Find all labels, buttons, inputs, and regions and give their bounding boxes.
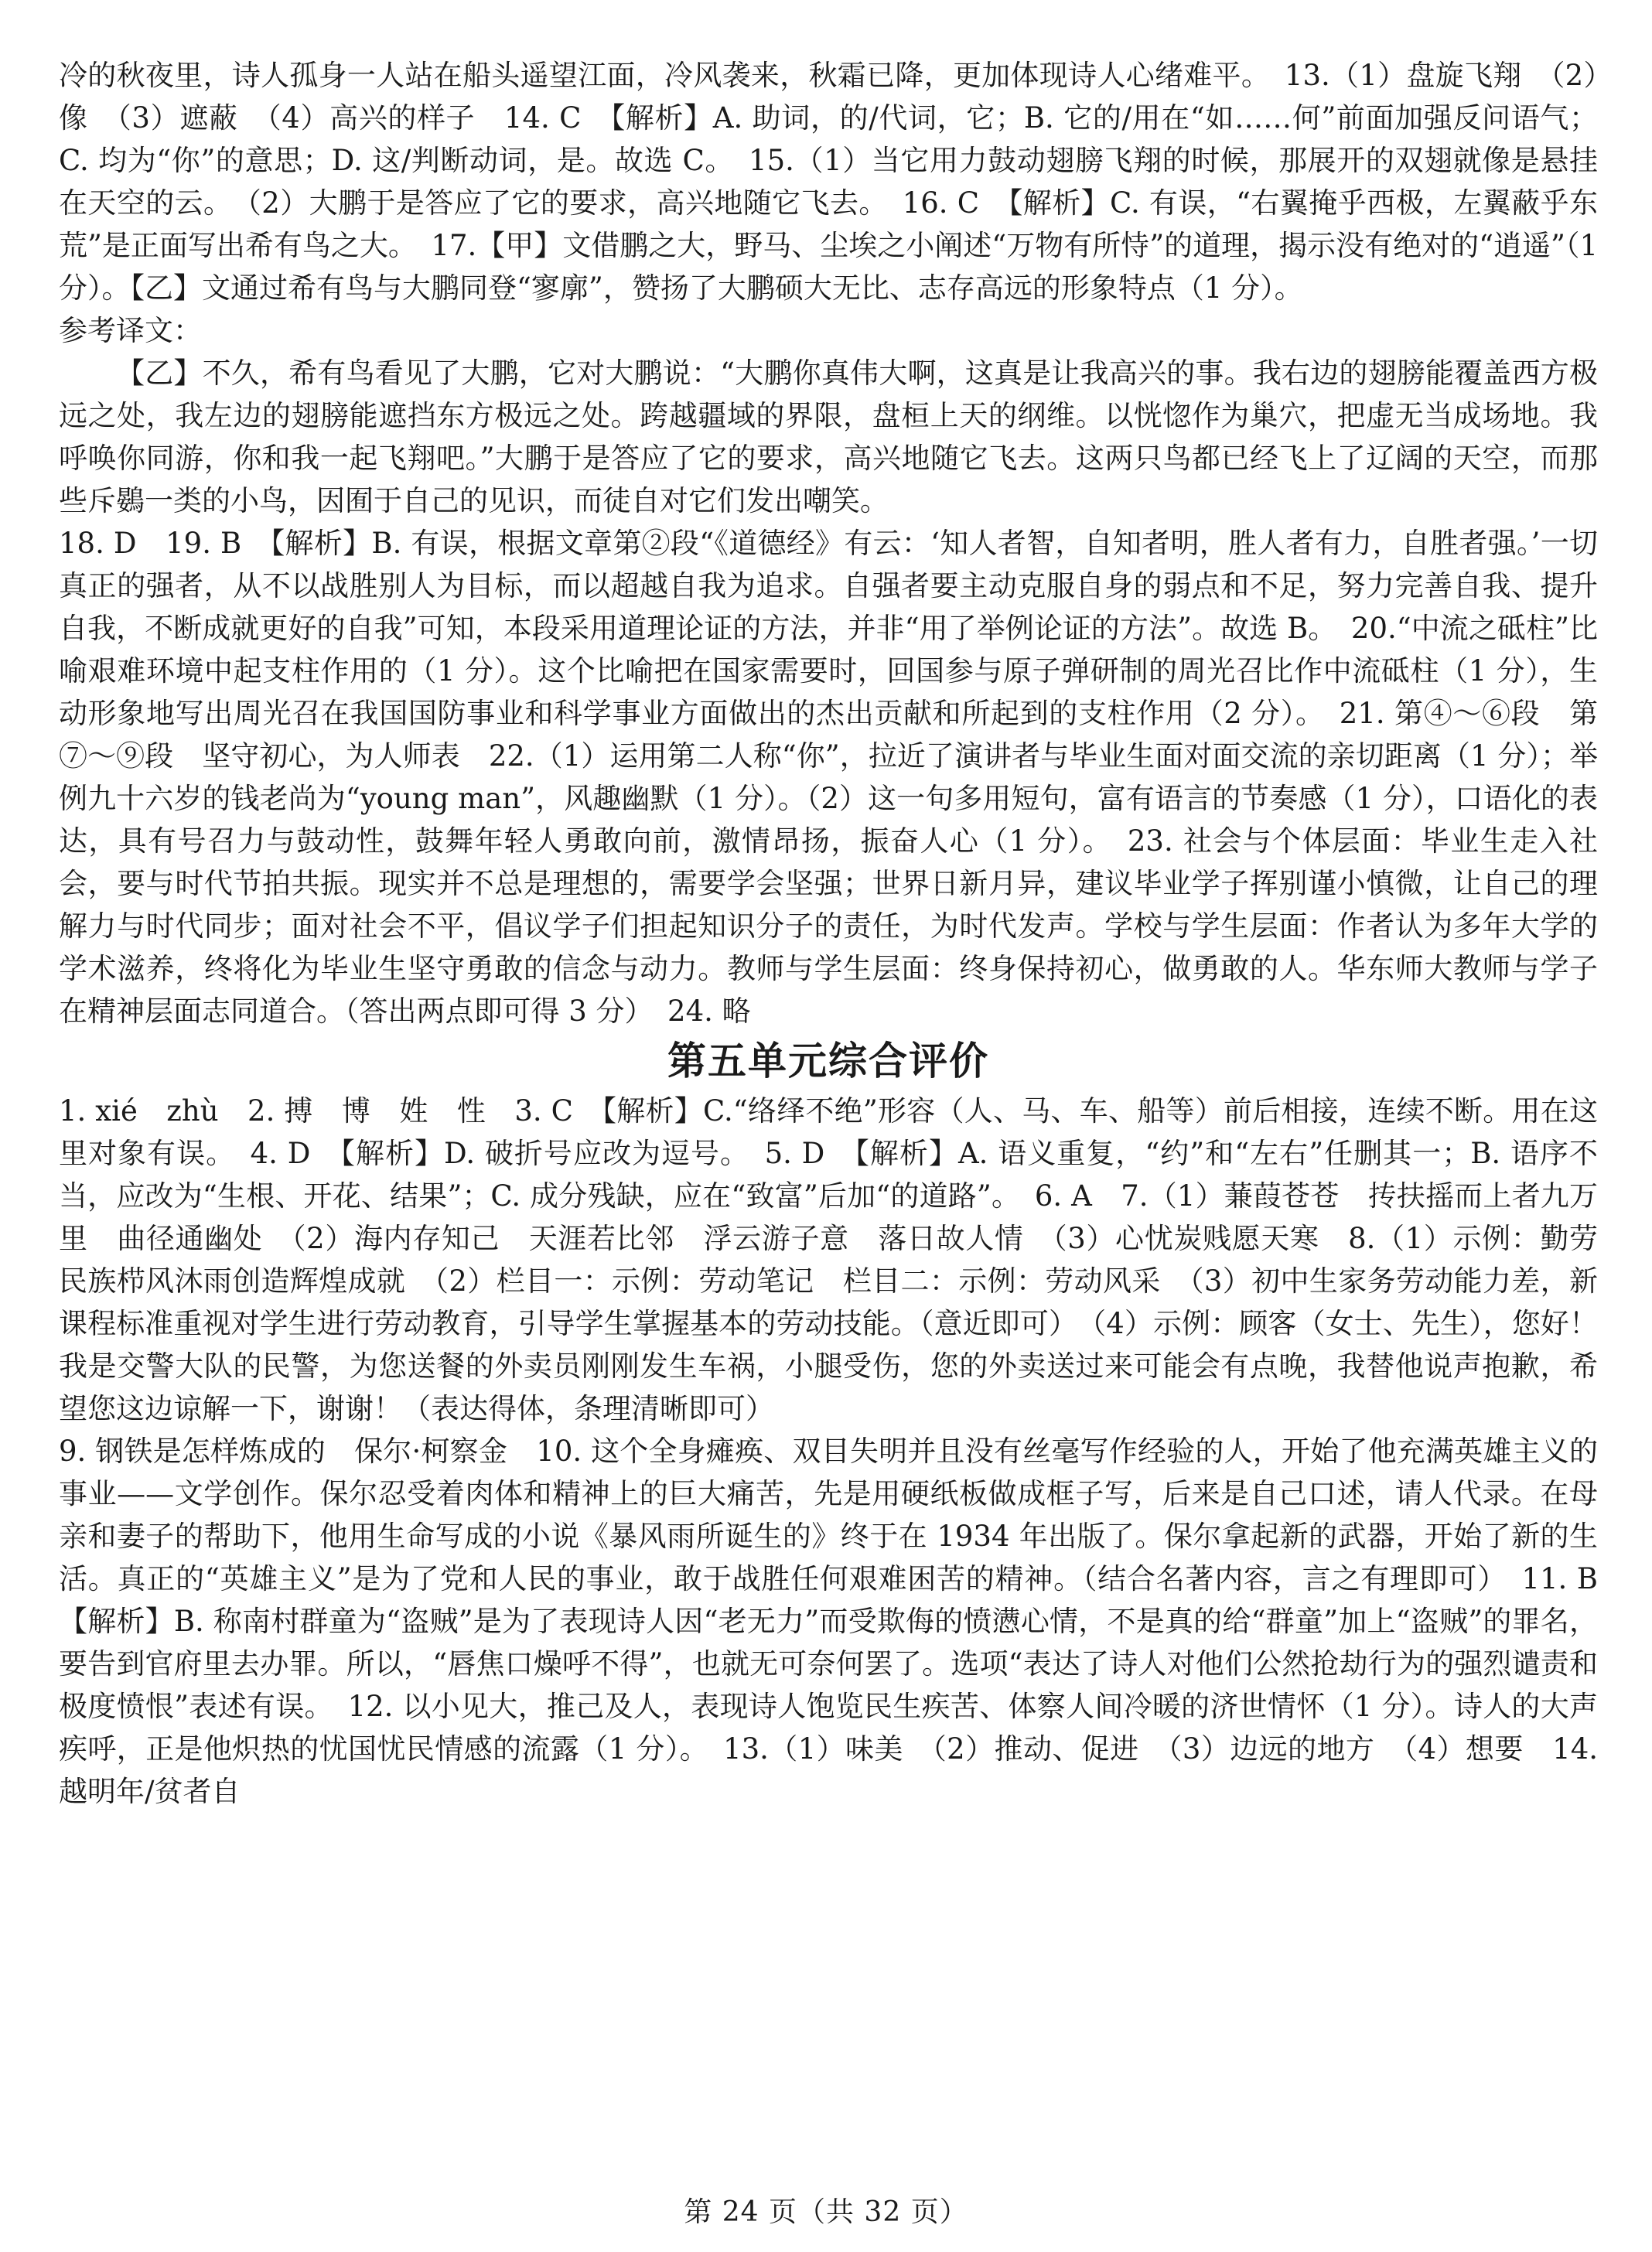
translation-paragraph: 【乙】不久，希有鸟看见了大鹏，它对大鹏说：“大鹏你真伟大啊，这真是让我高兴的事。我右边的翅膀能覆盖西方极远之处，我左边的翅膀能遮挡东方极远之处。跨越疆域的界限，盘桓上天的纲维。以恍惚作为巢穴，把虚无当成场地。我呼唤你同游，你和我一起飞翔吧。”大鹏于是答应了它的要求，高兴地随它飞去。这两只鸟都已经飞上了辽阔的天空，而那些斥鷃一类的小鸟，因囿于自己的见识，而徒自对它们发出嘲笑。	[59, 357, 1598, 517]
answer-paragraph: 9. 钢铁是怎样炼成的 保尔·柯察金 10. 这个全身瘫痪、双目失明并且没有丝毫写作经验的人，开始了他充满英雄主义的事业——文学创作。保尔忍受着肉体和精神上的巨大痛苦，先是用硬纸板做成框子写，后来是自己口述，请人代录。在母亲和妻子的帮助下，他用生命写成的小说《暴风雨所诞生的》终于在 1934 年出版了。保尔拿起新的武器，开始了新的生活。真正的“英雄主义”是为了党和人民的事业，敢于战胜任何艰难困苦的精神。（结合名著内容，言之有理即可） 11. B 【解析】B. 称南村群童为“盗贼”是为了表现诗人因“老无力”而受欺侮的愤懑心情，不是真的给“群童”加上“盗贼”的罪名，要告到官府里去办罪。所以，“唇焦口燥呼不得”，也就无可奈何罢了。选项“表达了诗人对他们公然抢劫行为的强烈谴责和极度愤恨”表述有误。 12. 以小见大，推己及人，表现诗人饱览民生疾苦、体察人间冷暖的济世情怀（1 分）。诗人的大声疾呼，正是他炽热的忧国忧民情感的流露（1 分）。 13.（1）味美 （2）推动、促进 （3）边远的地方 （4）想要 14. 越明年/贫者自	[59, 1435, 1626, 1808]
answer-paragraph: 1. xié zhù 2. 搏 博 姓 性 3. C 【解析】C.“络绎不绝”形容（人、马、车、船等）前后相接，连续不断。用在这里对象有误。 4. D 【解析】D. 破折号应改为逗号。 5. D 【解析】A. 语义重复，“约”和“左右”任删其一；B. 语序不当，应改为“生根、开花、结果”；C. 成分残缺，应在“致富”后加“的道路”。 6. A 7.（1）蒹葭苍苍 抟扶摇而上者九万里 曲径通幽处 （2）海内存知己 天涯若比邻 浮云游子意 落日故人情 （3）心忧炭贱愿天寒 8.（1）示例：勤劳民族栉风沐雨创造辉煌成就 （2）栏目一：示例：劳动笔记 栏目二：示例：劳动风采 （3）初中生家务劳动能力差，新课程标准重视对学生进行劳动教育，引导学生掌握基本的劳动技能。（意近即可） （4）示例：顾客（女士、先生），您好！我是交警大队的民警，为您送餐的外卖员刚刚发生车祸，小腿受伤，您的外卖送过来可能会有点晚，我替他说声抱歉，希望您这边谅解一下，谢谢！（表达得体，条理清晰即可）	[59, 1094, 1598, 1425]
answer-page	[59, 54, 1626, 1813]
answer-paragraph: 冷的秋夜里，诗人孤身一人站在船头遥望江面，冷风袭来，秋霜已降，更加体现诗人心绪难平。 13.（1）盘旋飞翔 （2）像 （3）遮蔽 （4）高兴的样子 14. C 【解析】A. 助词，的/代词，它；B. 它的/用在“如……何”前面加强反问语气；C. 均为“你”的意思；D. 这/判断动词，是。故选 C。 15.（1）当它用力鼓动翅膀飞翔的时候，那展开的双翅就像是悬挂在天空的云。 （2）大鹏于是答应了它的要求，高兴地随它飞去。 16. C 【解析】C. 有误，“右翼掩乎西极，左翼蔽乎东荒”是正面写出希有鸟之大。 17.【甲】文借鹏之大，野马、尘埃之小阐述“万物有所恃”的道理，揭示没有绝对的“逍遥”（1 分）。【乙】文通过希有鸟与大鹏同登“寥廓”，赞扬了大鹏硕大无比、志存高远的形象特点（1 分）。	[59, 59, 1598, 305]
page-footer: 第 24 页（共 32 页）	[684, 2196, 968, 2228]
translation-label: 参考译文：	[59, 314, 202, 347]
section-title: 第五单元综合评价	[667, 1039, 989, 1083]
answer-paragraph: 18. D 19. B 【解析】B. 有误，根据文章第②段“《道德经》有云：‘知人者智，自知者明，胜人者有力，自胜者强。’一切真正的强者，从不以战胜别人为目标，而以超越自我为追求。自强者要主动克服自身的弱点和不足，努力完善自我、提升自我，不断成就更好的自我”可知，本段采用道理论证的方法，并非“用了举例论证的方法”。故选 B。 20.“中流之砥柱”比喻艰难环境中起支柱作用的（1 分）。这个比喻把在国家需要时，回国参与原子弹研制的周光召比作中流砥柱（1 分），生动形象地写出周光召在我国国防事业和科学事业方面做出的杰出贡献和所起到的支柱作用（2 分）。 21. 第④～⑥段 第⑦～⑨段 坚守初心，为人师表 22.（1）运用第二人称“你”，拉近了演讲者与毕业生面对面交流的亲切距离（1 分）；举例九十六岁的钱老尚为“young man”，风趣幽默（1 分）。（2）这一句多用短句，富有语言的节奏感（1 分），口语化的表达，具有号召力与鼓动性，鼓舞年轻人勇敢向前，激情昂扬，振奋人心（1 分）。 23. 社会与个体层面：毕业生走入社会，要与时代节拍共振。现实并不总是理想的，需要学会坚强；世界日新月异，建议毕业学子挥别谨小慎微，让自己的理解力与时代同步；面对社会不平，倡议学子们担起知识分子的责任，为时代发声。学校与学生层面：作者认为多年大学的学术滋养，终将化为毕业生坚守勇敢的信念与动力。教师与学生层面：终身保持初心，做勇敢的人。华东师大教师与学子在精神层面志同道合。（答出两点即可得 3 分） 24. 略	[59, 527, 1598, 1028]
